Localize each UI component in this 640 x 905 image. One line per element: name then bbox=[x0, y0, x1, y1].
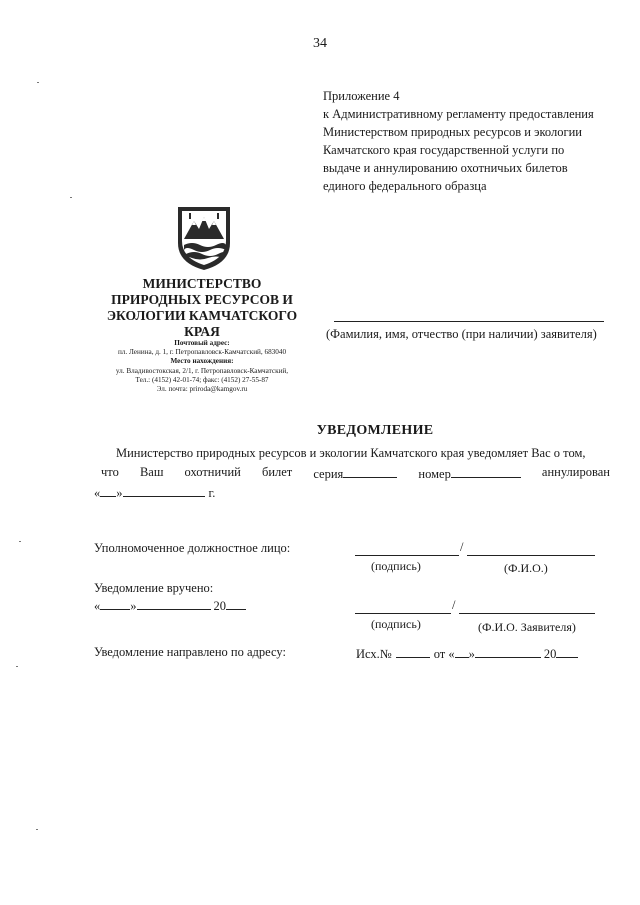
year-blank bbox=[226, 597, 246, 610]
outgoing-number-blank bbox=[396, 645, 430, 658]
body-word: что bbox=[101, 465, 119, 479]
applicant-signature-caption: (подпись) bbox=[371, 617, 421, 631]
number-blank bbox=[451, 465, 521, 478]
appendix-line: Министерством природных ресурсов и экологии bbox=[323, 125, 582, 139]
appendix-line: выдаче и аннулированию охотничьих билетов bbox=[323, 161, 568, 175]
date-close-quote: » bbox=[468, 647, 475, 661]
year-prefix: 20 bbox=[543, 647, 557, 661]
month-blank bbox=[137, 597, 211, 610]
scan-speck bbox=[16, 666, 18, 667]
date-close-quote: » bbox=[116, 486, 123, 500]
ministry-name-line: ПРИРОДНЫХ РЕСУРСОВ И bbox=[111, 292, 293, 307]
applicant-name-line bbox=[334, 321, 604, 322]
body-word: номер bbox=[418, 467, 451, 481]
appendix-line: единого федерального образца bbox=[323, 179, 487, 193]
date-open-quote: « bbox=[94, 486, 101, 500]
scan-speck bbox=[37, 82, 39, 83]
kamchatka-coat-of-arms-icon bbox=[174, 203, 234, 273]
appendix-line: к Административному регламенту предоставления bbox=[323, 107, 594, 121]
annulment-date bbox=[94, 484, 215, 501]
body-word: билет bbox=[261, 465, 293, 479]
day-blank bbox=[100, 597, 130, 610]
appendix-line: Камчатского края государственной услуги по bbox=[323, 143, 565, 157]
official-label: Уполномоченное должностное лицо: bbox=[94, 541, 291, 555]
email: Эл. почта: priroda@kamgov.ru bbox=[156, 385, 248, 394]
body-word: охотничий bbox=[184, 465, 241, 479]
year-prefix: 20 bbox=[213, 599, 226, 613]
month-year-blank bbox=[123, 484, 205, 497]
from-prefix: от « bbox=[433, 647, 455, 661]
applicant-name-caption: (Ф.И.О. Заявителя) bbox=[478, 620, 576, 634]
document-title: УВЕДОМЛЕНИЕ bbox=[316, 423, 434, 438]
postal-label: Почтовый адрес: bbox=[174, 339, 230, 347]
body-line-1: Министерство природных ресурсов и экологии Камчатского края уведомляет Вас о том, bbox=[116, 446, 586, 460]
postal-address: пл. Ленина, д. 1, г. Петропавловск-Камчатский, 683040 bbox=[117, 348, 287, 357]
delivered-date bbox=[94, 597, 246, 614]
delivered-label: Уведомление вручено: bbox=[94, 581, 214, 595]
date-close-quote: » bbox=[130, 599, 137, 613]
year-blank bbox=[556, 645, 578, 658]
body-word: аннулирован bbox=[541, 465, 610, 479]
month-blank bbox=[475, 645, 541, 658]
applicant-signature-line bbox=[355, 613, 451, 614]
ministry-name-line: КРАЯ bbox=[184, 324, 220, 339]
date-open-quote: « bbox=[94, 599, 101, 613]
location-label: Место нахождения: bbox=[170, 357, 234, 366]
official-name-line bbox=[467, 555, 595, 556]
official-signature-caption: (подпись) bbox=[371, 559, 421, 573]
ministry-name-line: МИНИСТЕРСТВО bbox=[142, 276, 262, 291]
slash: / bbox=[460, 540, 464, 554]
outgoing-reference bbox=[356, 645, 578, 662]
series-blank bbox=[343, 465, 397, 478]
sent-label: Уведомление направлено по адресу: bbox=[94, 645, 286, 659]
appendix-line: Приложение 4 bbox=[323, 89, 400, 103]
scan-speck bbox=[36, 829, 38, 830]
page-number: 34 bbox=[313, 36, 327, 51]
body-line-2 bbox=[101, 465, 610, 482]
day-blank bbox=[455, 645, 469, 658]
outgoing-number-prefix: Исх.№ bbox=[356, 647, 392, 661]
year-suffix: г. bbox=[208, 486, 216, 500]
location-address: ул. Владивостокская, 2/1, г. Петропавловск-Камчатский, bbox=[115, 366, 289, 375]
scan-speck bbox=[70, 197, 72, 198]
day-blank bbox=[100, 484, 116, 497]
applicant-name-line bbox=[459, 613, 595, 614]
ministry-name-line: ЭКОЛОГИИ КАМЧАТСКОГО bbox=[106, 308, 298, 323]
slash: / bbox=[452, 598, 456, 612]
letterhead-address bbox=[80, 339, 324, 394]
applicant-caption: (Фамилия, имя, отчество (при наличии) заявителя) bbox=[326, 327, 597, 341]
ministry-name bbox=[92, 276, 312, 340]
body-word: Ваш bbox=[139, 465, 164, 479]
scan-speck bbox=[19, 541, 21, 542]
body-word: серия bbox=[313, 467, 344, 481]
appendix-block bbox=[323, 87, 623, 195]
phones: Тел.: (4152) 42-01-74; факс: (4152) 27-55-87 bbox=[135, 375, 269, 384]
official-signature-line bbox=[355, 555, 459, 556]
official-name-caption: (Ф.И.О.) bbox=[504, 561, 548, 575]
